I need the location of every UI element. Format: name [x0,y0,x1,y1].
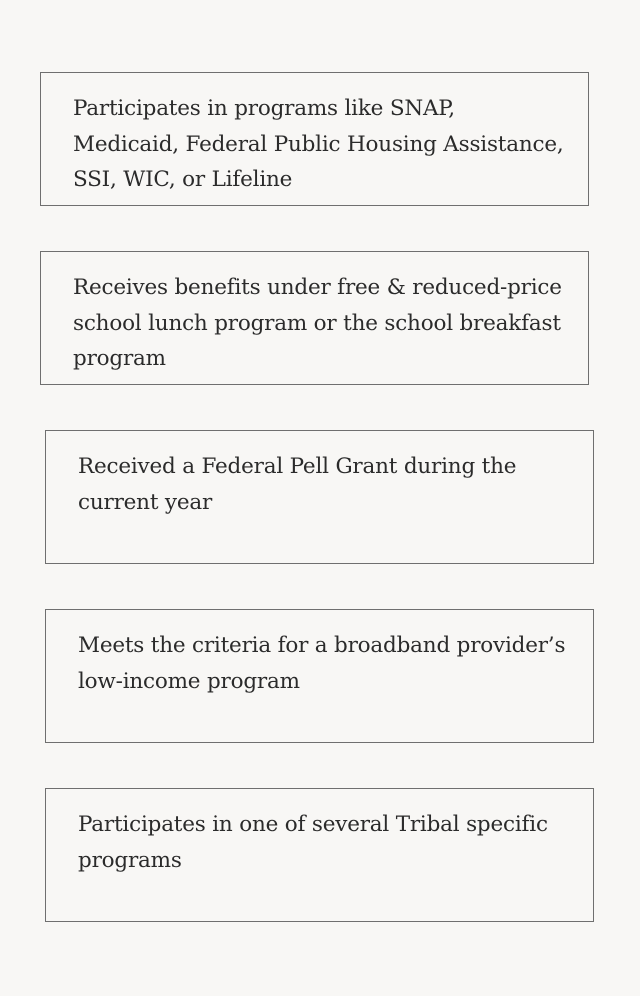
criteria-card-text: Participates in programs like SNAP, Medicaid, Federal Public Housing Assistance, SSI, WIC, or Lifeline [73,96,564,192]
criteria-card-provider-program [45,609,594,743]
criteria-card-text: Participates in one of several Tribal specific programs [78,812,548,873]
criteria-card-text: Meets the criteria for a broadband provider’s low-income program [78,633,566,694]
criteria-card-school-lunch [40,251,589,385]
criteria-card-pell-grant [45,430,594,564]
criteria-card-assistance-programs [40,72,589,206]
criteria-card-text: Receives benefits under free & reduced-price school lunch program or the school breakfast program [73,275,562,371]
criteria-card-tribal-programs [45,788,594,922]
criteria-card-text: Received a Federal Pell Grant during the current year [78,454,517,515]
